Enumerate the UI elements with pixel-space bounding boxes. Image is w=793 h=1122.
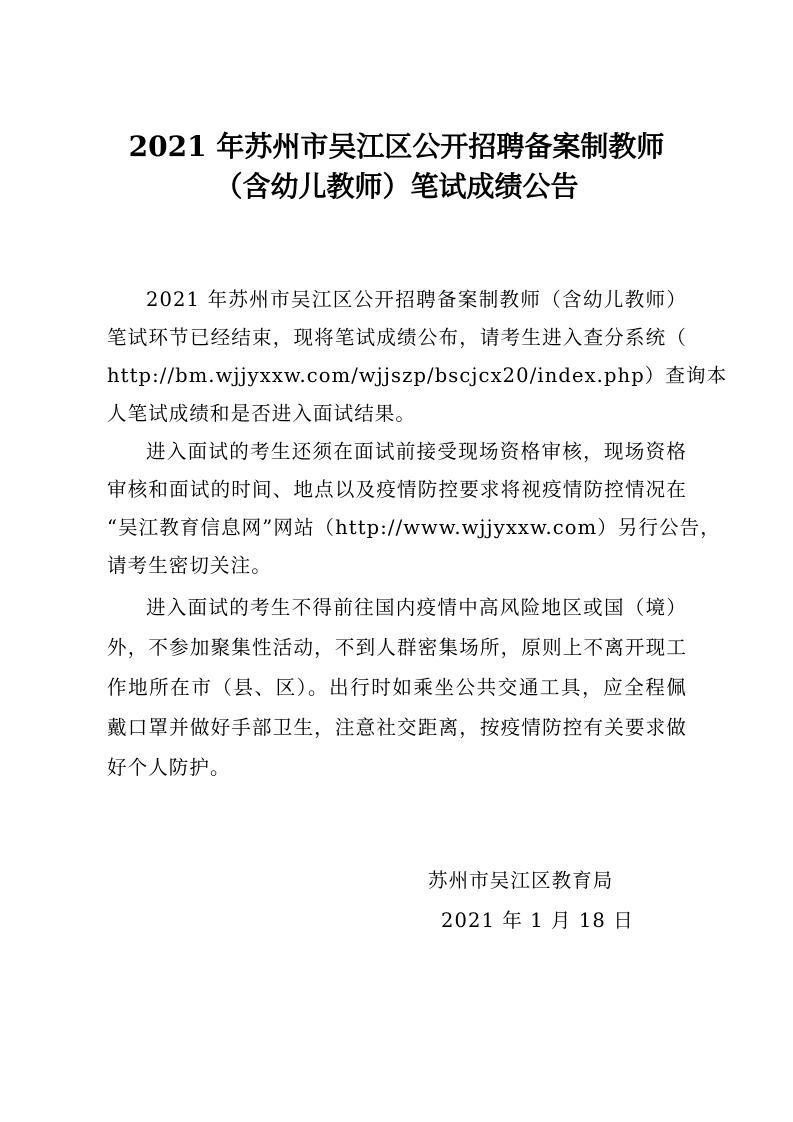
paragraph-line: http://bm.wjjyxxw.com/wjjszp/bscjcx20/index.php）查询本 (107, 364, 728, 387)
issuer-signature: 苏州市吴江区教育局 (428, 869, 614, 892)
paragraph-line: 作地所在市（县、区）。出行时如乘坐公共交通工具，应全程佩 (107, 676, 687, 699)
paragraph-line: “吴江教育信息网”网站（http://www.wjjyxxw.com）另行公告， (107, 516, 721, 539)
paragraph-line: 审核和面试的时间、地点以及疫情防控要求将视疫情防控情况在 (107, 478, 687, 501)
document-title-line-2: （含幼儿教师）笔试成绩公告 (214, 170, 579, 203)
paragraph-line: 好个人防护。 (107, 756, 231, 779)
paragraph-line: 戴口罩并做好手部卫生，注意社交距离，按疫情防控有关要求做 (107, 716, 687, 739)
paragraph-line: 人笔试成绩和是否进入面试结果。 (107, 402, 417, 425)
paragraph-line: 进入面试的考生还须在面试前接受现场资格审核，现场资格 (146, 440, 687, 463)
paragraph-line: 笔试环节已经结束，现将笔试成绩公布，请考生进入查分系统（ (107, 326, 687, 349)
paragraph-line: 进入面试的考生不得前往国内疫情中高风险地区或国（境） (146, 596, 687, 619)
paragraph-line: 2021 年苏州市吴江区公开招聘备案制教师（含幼儿教师） (146, 288, 687, 311)
paragraph-line: 请考生密切关注。 (107, 554, 272, 577)
paragraph-line: 外，不参加聚集性活动，不到人群密集场所，原则上不离开现工 (107, 636, 687, 659)
issue-date: 2021 年 1 月 18 日 (441, 909, 634, 932)
document-title-line-1: 2021 年苏州市吴江区公开招聘备案制教师 (128, 130, 665, 163)
